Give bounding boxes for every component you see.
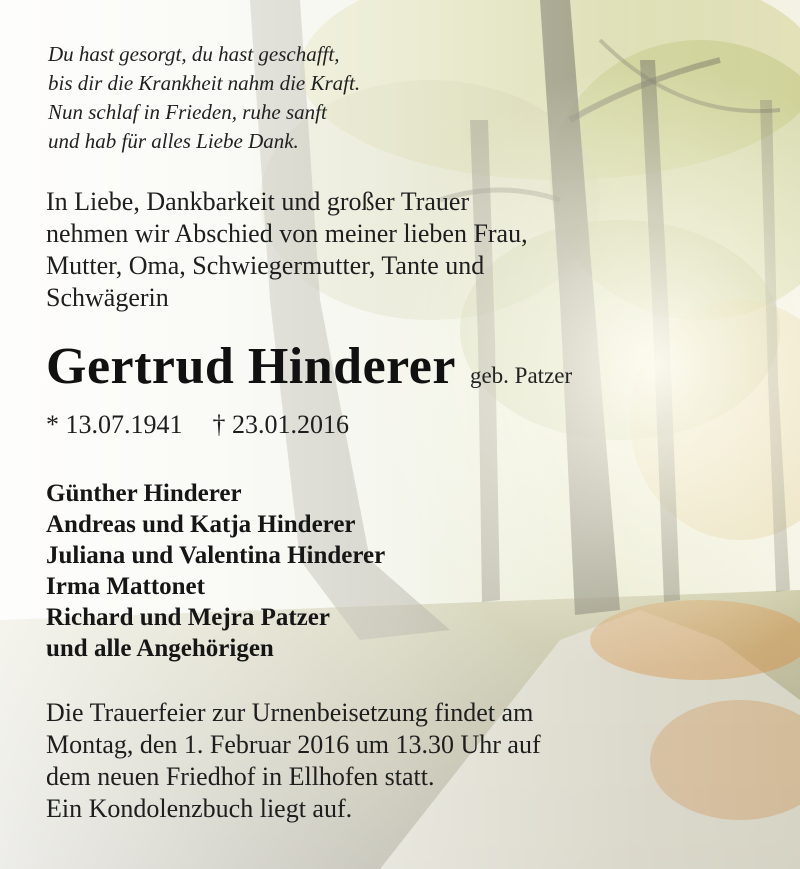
deceased-name-row <box>46 337 572 396</box>
life-dates <box>46 410 349 440</box>
poem-line: und hab für alles Liebe Dank. <box>48 129 299 153</box>
funeral-line: Ein Kondolenzbuch liegt auf. <box>46 794 353 823</box>
funeral-details <box>46 697 541 825</box>
poem-line: Du hast gesorgt, du hast geschafft, <box>48 42 340 66</box>
mourner-entry: Günther Hinderer <box>46 480 242 507</box>
maiden-name: geb. Patzer <box>469 363 573 388</box>
deceased-name: Gertrud Hinderer <box>46 338 456 395</box>
death-date: † 23.01.2016 <box>212 410 349 439</box>
funeral-line: Die Trauerfeier zur Urnenbeisetzung findet am <box>46 698 534 727</box>
intro-line: Mutter, Oma, Schwiegermutter, Tante und <box>46 251 485 280</box>
funeral-line: dem neuen Friedhof in Ellhofen statt. <box>46 762 435 791</box>
poem-line: bis dir die Krankheit nahm die Kraft. <box>48 71 361 95</box>
intro-line: Schwägerin <box>46 283 169 312</box>
farewell-intro <box>46 186 686 314</box>
mourner-entry: Richard und Mejra Patzer <box>46 604 330 631</box>
mourner-entry: Irma Mattonet <box>46 573 205 600</box>
mourner-entry: und alle Angehörigen <box>46 635 274 662</box>
memorial-poem <box>48 40 360 156</box>
mourners-list <box>46 478 385 664</box>
funeral-line: Montag, den 1. Februar 2016 um 13.30 Uhr auf <box>46 730 541 759</box>
intro-line: nehmen wir Abschied von meiner lieben Frau, <box>46 219 528 248</box>
poem-line: Nun schlaf in Frieden, ruhe sanft <box>48 100 327 124</box>
mourner-entry: Juliana und Valentina Hinderer <box>46 542 386 569</box>
mourner-entry: Andreas und Katja Hinderer <box>46 511 356 538</box>
birth-date: * 13.07.1941 <box>46 410 183 439</box>
intro-line: In Liebe, Dankbarkeit und großer Trauer <box>46 187 470 216</box>
